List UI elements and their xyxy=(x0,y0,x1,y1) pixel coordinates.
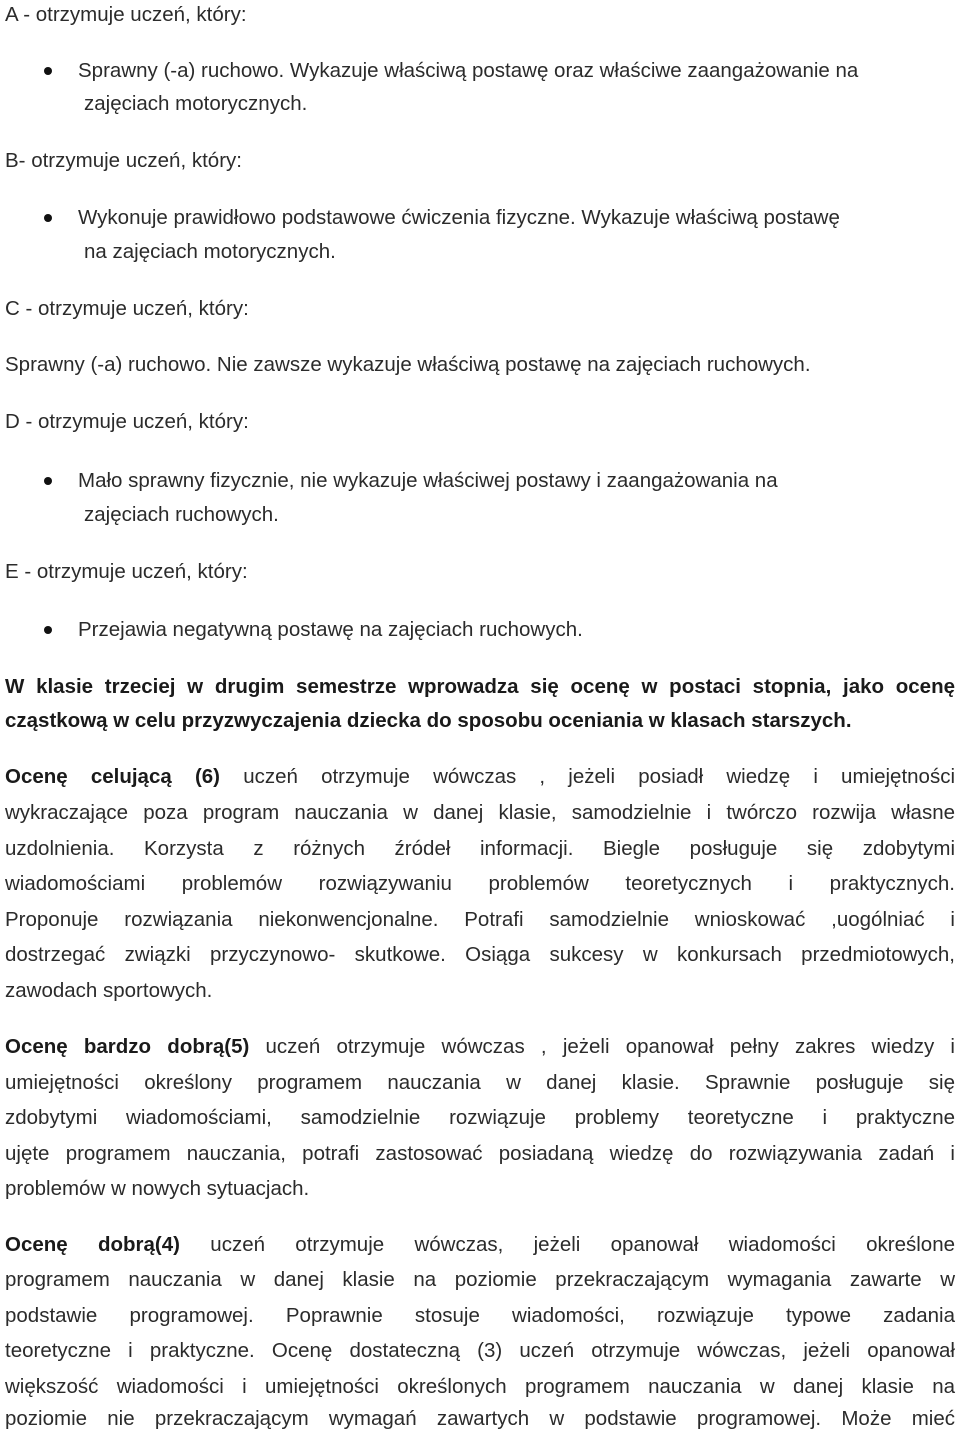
section-b-text-line1: Wykonuje prawidłowo podstawowe ćwiczenia fizyczne. Wykazuje właściwą postawę xyxy=(78,206,840,229)
grade5-line3: zdobytymi wiadomościami, samodzielnie rozwiązuje problemy teoretyczne i praktyczne xyxy=(5,1106,955,1129)
section-a-text-line2: zajęciach motorycznych. xyxy=(84,92,308,115)
section-d-heading: D - otrzymuje uczeń, który: xyxy=(5,410,249,433)
section-c-text: Sprawny (-a) ruchowo. Nie zawsze wykazuje właściwą postawę na zajęciach ruchowych. xyxy=(5,353,811,376)
bullet-icon xyxy=(44,67,52,75)
grade4-label: Ocenę dobrą(4) xyxy=(5,1233,180,1256)
grade6-line5: Proponuje rozwiązania niekonwencjonalne. Potrafi samodzielnie wnioskować ,uogólniać i xyxy=(5,908,955,931)
intro-bold-line1: W klasie trzeciej w drugim semestrze wprowadza się ocenę w postaci stopnia, jako ocenę xyxy=(5,675,955,698)
section-e-heading: E - otrzymuje uczeń, który: xyxy=(5,560,248,583)
grade5-line2: umiejętności określony programem nauczania w danej klasie. Sprawnie posługuje się xyxy=(5,1071,955,1094)
grade5-line5: problemów w nowych sytuacjach. xyxy=(5,1177,310,1200)
grade6-line1 xyxy=(5,762,955,792)
bullet-icon xyxy=(44,477,52,485)
grade5-line4: ujęte programem nauczania, potrafi zastosować posiadaną wiedzę do rozwiązywania zadań i xyxy=(5,1142,955,1165)
grade4-line1-rest: uczeń otrzymuje wówczas, jeżeli opanował wiadomości określone xyxy=(210,1233,955,1256)
section-d-text-line1: Mało sprawny fizycznie, nie wykazuje właściwej postawy i zaangażowania na xyxy=(78,469,778,492)
grade4-line6: poziomie nie przekraczającym wymagań zawartych w podstawie programowej. Może mieć xyxy=(5,1407,955,1430)
section-b-heading: B- otrzymuje uczeń, który: xyxy=(5,149,242,172)
grade6-line3: uzdolnienia. Korzysta z różnych źródeł informacji. Biegle posługuje się zdobytymi xyxy=(5,837,955,860)
section-b-text-line2: na zajęciach motorycznych. xyxy=(84,240,336,263)
grade4-line1 xyxy=(5,1230,955,1260)
grade6-line1-rest: uczeń otrzymuje wówczas , jeżeli posiadł wiedzę i umiejętności xyxy=(243,765,955,788)
section-a-text-line1: Sprawny (-a) ruchowo. Wykazuje właściwą postawę oraz właściwe zaangażowanie na xyxy=(78,59,859,82)
intro-bold-line2: cząstkową w celu przyzwyczajenia dziecka do sposobu oceniania w klasach starszych. xyxy=(5,709,852,732)
grade5-label: Ocenę bardzo dobrą(5) xyxy=(5,1035,250,1058)
section-e-text-line1: Przejawia negatywną postawę na zajęciach ruchowych. xyxy=(78,618,583,641)
bullet-icon xyxy=(44,626,52,634)
grade5-line1-rest: uczeń otrzymuje wówczas , jeżeli opanował pełny zakres wiedzy i xyxy=(265,1035,955,1058)
section-c-heading: C - otrzymuje uczeń, który: xyxy=(5,297,249,320)
grade6-line7: zawodach sportowych. xyxy=(5,979,213,1002)
grade4-line4: teoretyczne i praktyczne. Ocenę dostateczną (3) uczeń otrzymuje wówczas, jeżeli opanował xyxy=(5,1339,955,1362)
bullet-icon xyxy=(44,214,52,222)
grade4-line3: podstawie programowej. Poprawnie stosuje wiadomości, rozwiązuje typowe zadania xyxy=(5,1304,955,1327)
grade6-line6: dostrzegać związki przyczynowo- skutkowe. Osiąga sukcesy w konkursach przedmiotowych, xyxy=(5,943,955,966)
section-a-heading: A - otrzymuje uczeń, który: xyxy=(5,3,247,26)
grade4-line2: programem nauczania w danej klasie na poziomie przekraczającym wymagania zawarte w xyxy=(5,1268,955,1291)
grade5-line1 xyxy=(5,1032,955,1062)
section-d-text-line2: zajęciach ruchowych. xyxy=(84,503,279,526)
grade6-line2: wykraczające poza program nauczania w danej klasie, samodzielnie i twórczo rozwija własne xyxy=(5,801,955,824)
grade6-label: Ocenę celującą (6) xyxy=(5,765,220,788)
grade6-line4: wiadomościami problemów rozwiązywaniu problemów teoretycznych i praktycznych. xyxy=(5,872,955,895)
grade4-line5: większość wiadomości i umiejętności określonych programem nauczania w danej klasie na xyxy=(5,1375,955,1398)
